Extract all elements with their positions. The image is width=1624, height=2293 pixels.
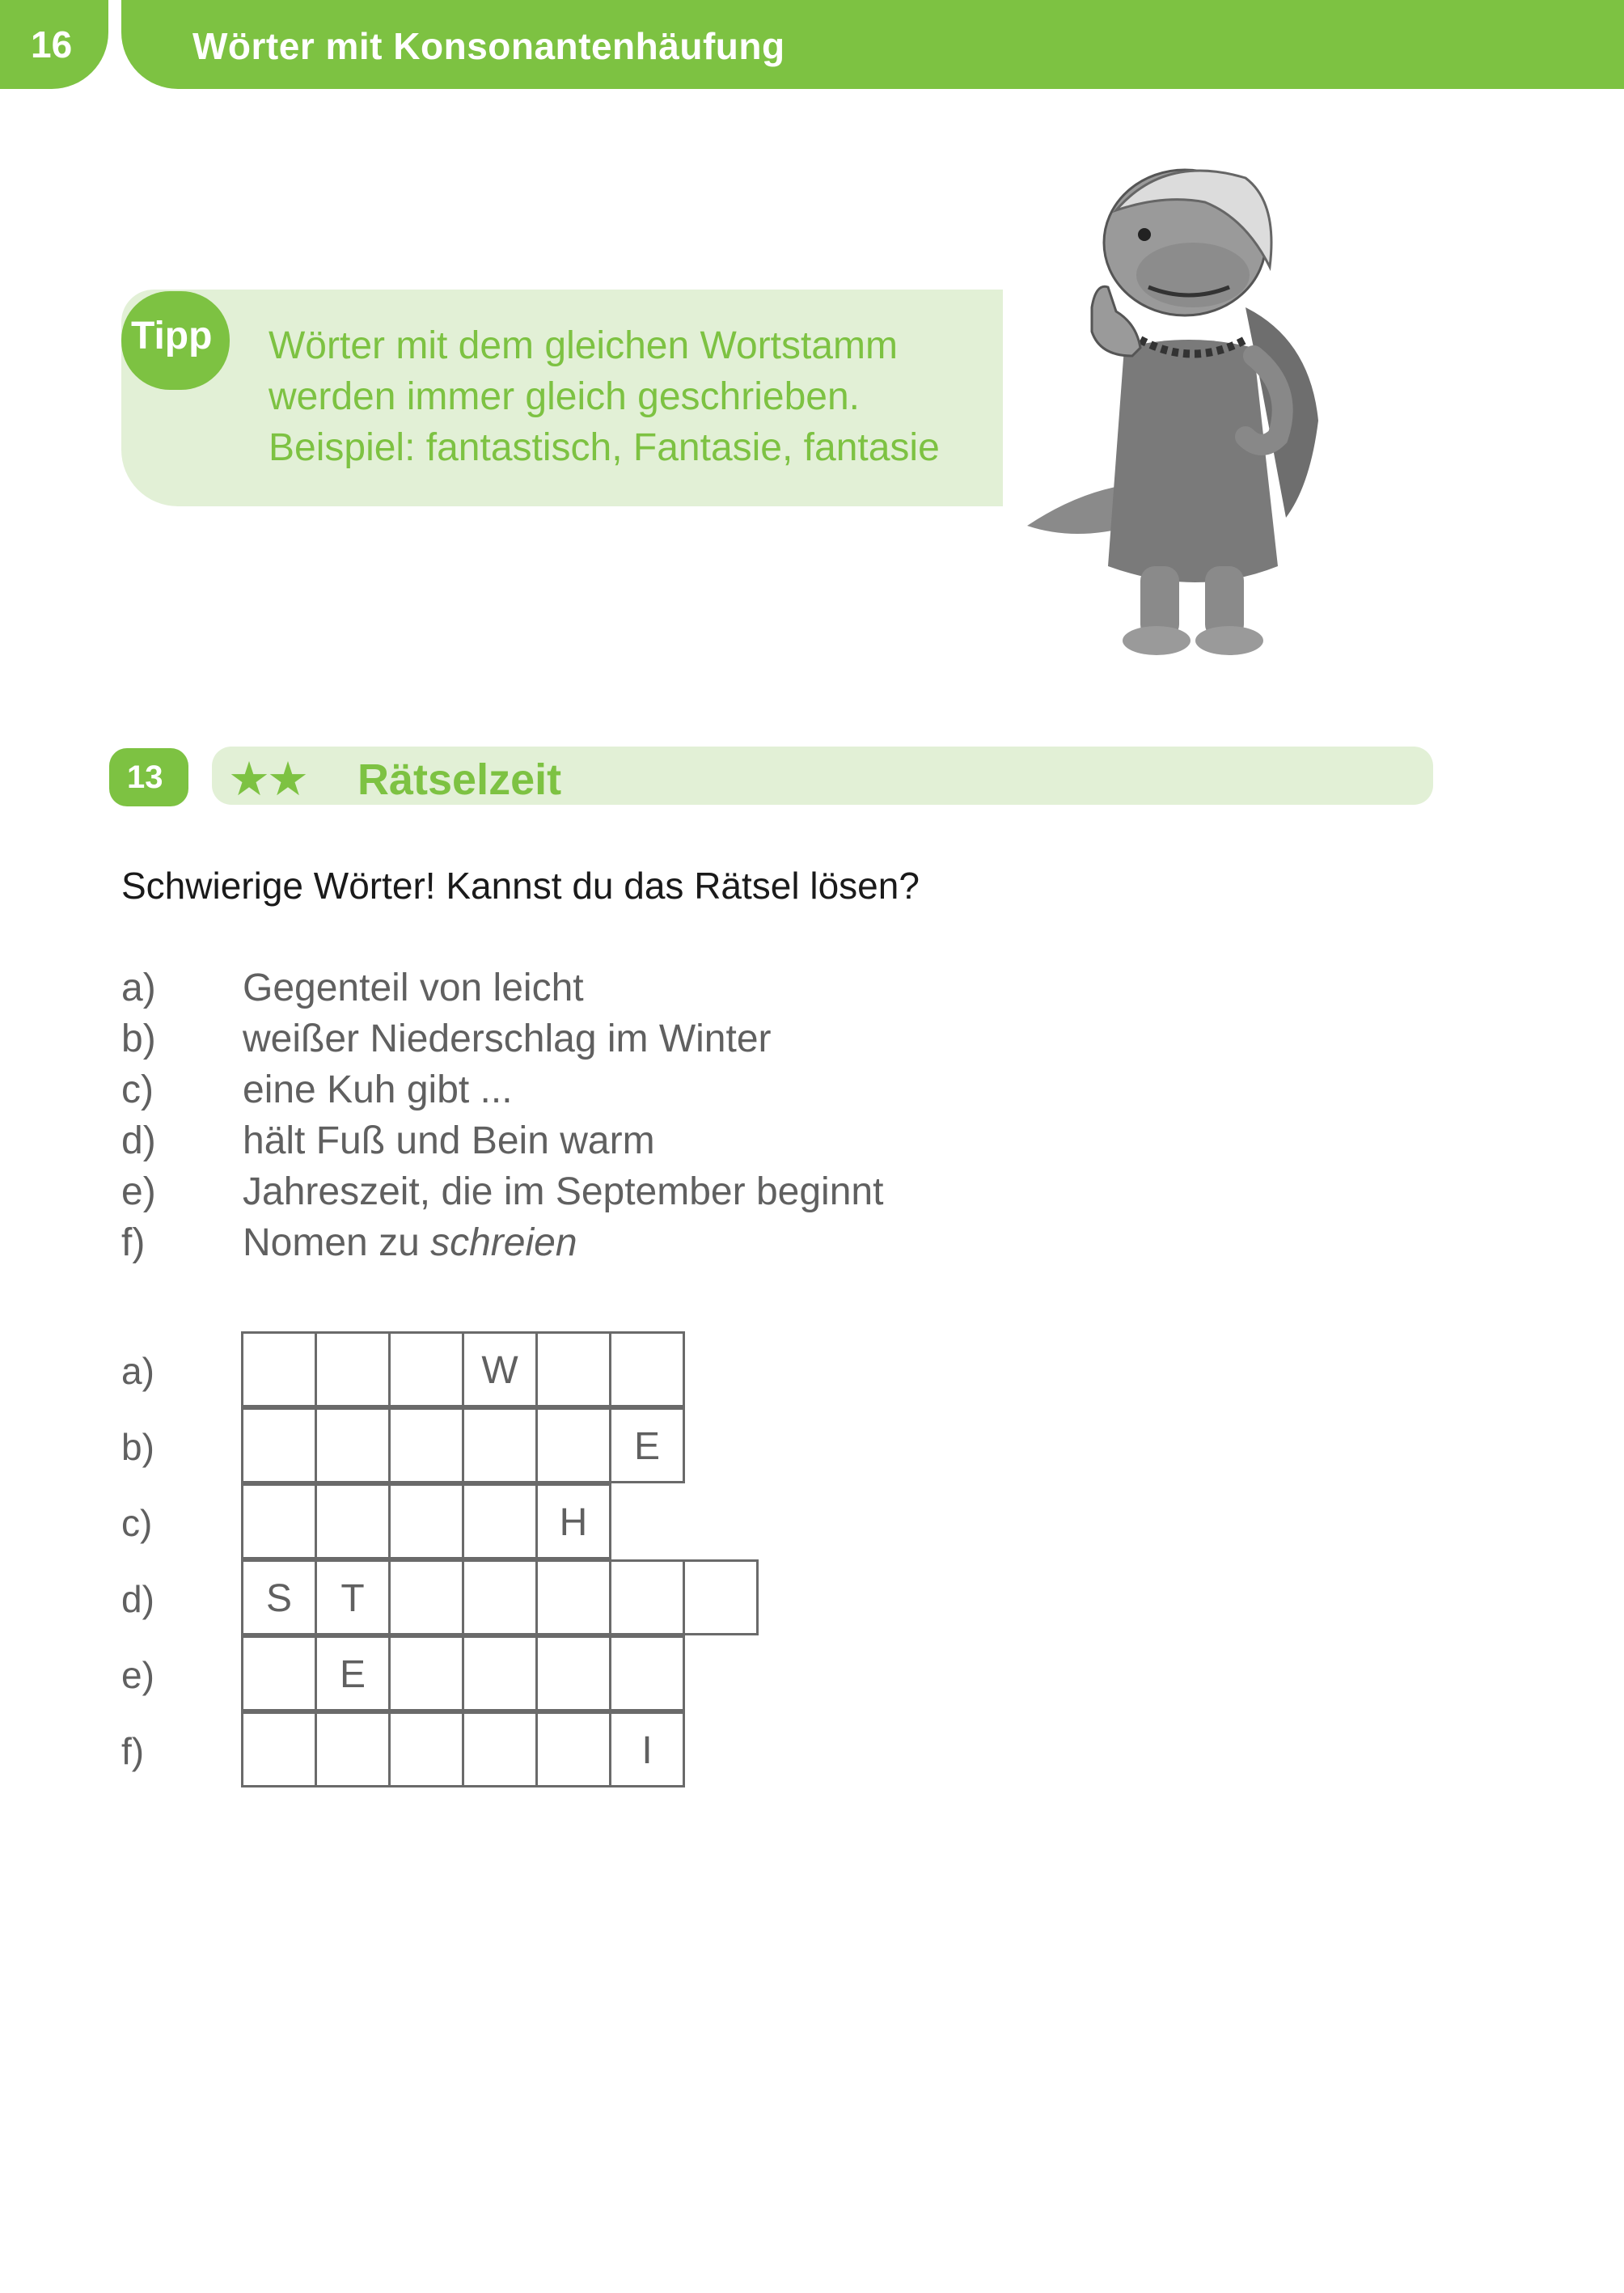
clue-item — [121, 1017, 883, 1068]
grid-cell[interactable]: E — [609, 1407, 685, 1483]
grid-cell[interactable] — [241, 1331, 317, 1407]
clue-item — [121, 966, 883, 1017]
grid-cell[interactable] — [315, 1331, 391, 1407]
tip-badge-label: Tipp — [131, 315, 213, 357]
clue-text: hält Fuß und Bein warm — [243, 1119, 655, 1162]
clue-item — [121, 1119, 883, 1170]
grid-cell[interactable]: T — [315, 1559, 391, 1635]
grid-cell[interactable] — [535, 1711, 611, 1787]
tip-line: Beispiel: fantastisch, Fantasie, fantasie — [269, 426, 940, 469]
chapter-header — [121, 0, 1624, 89]
grid-cell[interactable]: H — [535, 1483, 611, 1559]
tip-line: Wörter mit dem gleichen Wortstamm — [269, 324, 898, 367]
grid-cell[interactable] — [683, 1559, 759, 1635]
tip-badge — [121, 291, 230, 390]
clue-list — [121, 966, 883, 1271]
grid-cell[interactable] — [388, 1559, 464, 1635]
grid-cell[interactable] — [388, 1331, 464, 1407]
clue-item — [121, 1221, 883, 1271]
grid-cell[interactable] — [609, 1331, 685, 1407]
troll-character-thumbs-up-icon — [1003, 146, 1359, 663]
exercise-title: Rätselzeit — [357, 755, 562, 804]
grid-row — [241, 1483, 756, 1559]
grid-cell[interactable] — [535, 1331, 611, 1407]
grid-cell[interactable] — [535, 1635, 611, 1711]
grid-cell[interactable]: W — [462, 1331, 538, 1407]
grid-cell[interactable] — [241, 1711, 317, 1787]
grid-row-labels — [121, 1333, 154, 1789]
grid-cell[interactable]: E — [315, 1635, 391, 1711]
clue-label: a) — [121, 967, 156, 1009]
clue-label: e) — [121, 1170, 156, 1213]
clue-text-italic: schreien — [430, 1221, 577, 1264]
exercise-header — [212, 747, 1433, 805]
grid-cell[interactable] — [241, 1483, 317, 1559]
grid-cell[interactable] — [315, 1483, 391, 1559]
page-number-tab — [0, 0, 108, 89]
grid-row-label: a) — [121, 1350, 154, 1392]
exercise-number-badge — [109, 748, 188, 806]
exercise-instruction: Schwierige Wörter! Kannst du das Rätsel lösen? — [121, 865, 920, 907]
clue-item — [121, 1068, 883, 1119]
grid-cell[interactable] — [462, 1635, 538, 1711]
grid-row — [241, 1407, 756, 1483]
grid-cell[interactable] — [315, 1407, 391, 1483]
grid-row-label: e) — [121, 1654, 154, 1696]
grid-cell[interactable] — [388, 1407, 464, 1483]
grid-row — [241, 1559, 756, 1635]
clue-text: Jahreszeit, die im September beginnt — [243, 1170, 884, 1213]
grid-cell[interactable] — [241, 1407, 317, 1483]
clue-text-plain: Nomen zu — [243, 1221, 431, 1264]
grid-cell[interactable] — [462, 1711, 538, 1787]
grid-cell[interactable] — [535, 1559, 611, 1635]
puzzle-grid — [241, 1331, 756, 1787]
grid-row-label: b) — [121, 1426, 154, 1468]
grid-row-label: f) — [121, 1730, 145, 1772]
clue-label: b) — [121, 1017, 156, 1060]
grid-row-label: d) — [121, 1578, 154, 1620]
clue-text — [243, 1221, 577, 1271]
grid-cell[interactable]: S — [241, 1559, 317, 1635]
grid-cell[interactable] — [315, 1711, 391, 1787]
grid-cell[interactable] — [462, 1483, 538, 1559]
clue-label: f) — [121, 1221, 146, 1264]
page-number: 16 — [31, 23, 73, 66]
grid-row — [241, 1331, 756, 1407]
clue-label: d) — [121, 1119, 156, 1162]
grid-cell[interactable] — [535, 1407, 611, 1483]
grid-cell[interactable] — [609, 1559, 685, 1635]
grid-cell[interactable] — [388, 1635, 464, 1711]
grid-row-label: c) — [121, 1502, 153, 1544]
tip-text — [269, 320, 1003, 473]
exercise-number: 13 — [127, 759, 163, 795]
grid-cell[interactable] — [241, 1635, 317, 1711]
grid-cell[interactable] — [388, 1711, 464, 1787]
grid-row — [241, 1635, 756, 1711]
clue-item — [121, 1170, 883, 1221]
grid-cell[interactable] — [462, 1559, 538, 1635]
clue-text: weißer Niederschlag im Winter — [243, 1017, 772, 1060]
chapter-title: Wörter mit Konsonantenhäufung — [192, 25, 785, 67]
clue-text: Gegenteil von leicht — [243, 967, 584, 1009]
grid-cell[interactable] — [388, 1483, 464, 1559]
tip-line: werden immer gleich geschrieben. — [269, 375, 861, 418]
two-stars-icon: ★★ — [228, 753, 306, 806]
clue-label: c) — [121, 1068, 154, 1111]
clue-text: eine Kuh gibt ... — [243, 1068, 513, 1111]
grid-row — [241, 1711, 756, 1787]
grid-cell[interactable] — [462, 1407, 538, 1483]
grid-cell[interactable] — [609, 1635, 685, 1711]
grid-cell[interactable]: I — [609, 1711, 685, 1787]
